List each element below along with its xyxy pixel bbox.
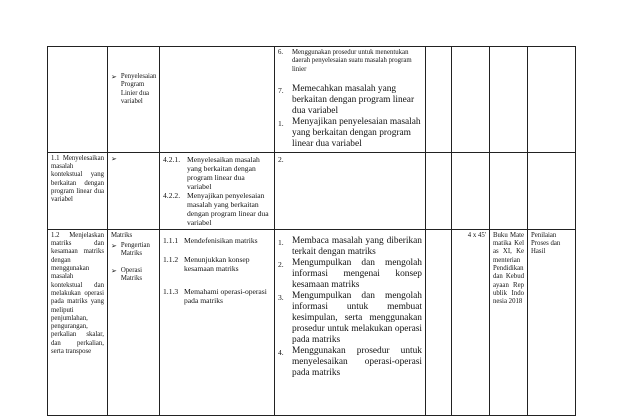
- kegiatan-item: Menggunakan prosedur untuk menentukan daerah penyelesaian suatu masalah program linier: [292, 49, 412, 73]
- cell-kegiatan: 2.: [275, 152, 426, 229]
- item-number: 1.: [278, 118, 284, 128]
- arrow-bullet-icon: ➢: [111, 154, 117, 163]
- cell-penilaian: [528, 152, 576, 229]
- cell-materi: [108, 47, 160, 153]
- item-number: 4.2.1.: [163, 154, 181, 164]
- cell-materi: [108, 229, 160, 415]
- cell-sumber: [490, 152, 528, 229]
- cell-empty: [426, 152, 452, 229]
- item-number: 1.1.1: [163, 235, 179, 245]
- cell-waktu: [452, 152, 490, 229]
- materi-item: Penyelesaian Program Linier dua variabel: [120, 73, 157, 105]
- item-number: 1.1.2: [163, 254, 179, 264]
- item-number: 4.2.2.: [163, 190, 181, 200]
- arrow-bullet-icon: ➢: [111, 242, 117, 251]
- item-number: 7.: [278, 85, 284, 95]
- kegiatan-item: Mengumpulkan dan mengolah informasi mengenai konsep kesamaan matriks: [292, 257, 422, 290]
- cell-kompetensi: 1.1 Menyelesaikan masalah kontekstual yang berkaitan dengan program linear dua variabel: [48, 152, 108, 229]
- item-number: 1.: [278, 237, 284, 247]
- item-number: 6.: [278, 49, 284, 56]
- cell-kegiatan: [275, 229, 426, 415]
- materi-item: Operasi Matriks: [120, 266, 143, 283]
- item-number: 1.1.3: [163, 286, 179, 296]
- cell-empty: [426, 47, 452, 153]
- cell-indikator: [160, 47, 275, 153]
- indikator-item: Menunjukkan konsep kesamaan matriks: [184, 254, 250, 273]
- cell-indikator: [160, 229, 275, 415]
- kegiatan-item: Mengumpulkan dan mengolah informasi untuk membuat kesimpulan, serta menggunakan prosedur untuk melakukan operasi pada matriks: [292, 290, 422, 345]
- table-row: [48, 47, 576, 153]
- cell-kegiatan: [275, 47, 426, 153]
- lesson-plan-table: [47, 46, 576, 416]
- cell-materi: [108, 152, 160, 229]
- kegiatan-item: Memecahkan masalah yang berkaitan dengan program linear dua variabel: [292, 83, 415, 116]
- kegiatan-item: Membaca masalah yang diberikan terkait dengan matriks: [292, 235, 422, 257]
- arrow-bullet-icon: ➢: [111, 73, 117, 81]
- cell-kompetensi: 1.2 Menjelaskan matriks dan kesamaan matriks dengan menggunakan masalah kontekstual dan melakukan operasi pada matriks yang meliputi penjumlahan, pengurangan, perkalian skalar, dan perkalian, serta transpose: [48, 229, 108, 415]
- cell-waktu: 4 x 45': [452, 229, 490, 415]
- cell-sumber: [490, 47, 528, 153]
- indikator-item: Mendefenisikan matriks: [184, 235, 258, 245]
- materi-title: Matriks: [111, 231, 133, 239]
- item-number: 3.: [278, 292, 284, 302]
- table-row: [48, 229, 576, 415]
- item-number: 4.: [278, 347, 284, 357]
- table-row: [48, 152, 576, 229]
- materi-item: Pengertian Matriks: [120, 242, 150, 258]
- cell-penilaian: Penilaian Proses dan Hasil: [528, 229, 576, 415]
- cell-indikator: [160, 152, 275, 229]
- indikator-item: Menyajikan penyelesaian masalah yang berkaitan dengan program linear dua variabel: [187, 190, 269, 227]
- cell-empty: [426, 229, 452, 415]
- indikator-item: Memahami operasi-operasi pada matriks: [184, 286, 267, 305]
- indikator-item: Menyelesaikan masalah yang berkaitan dengan program linear dua variabel: [187, 154, 260, 191]
- kegiatan-item: Menyajikan penyelesaian masalah yang berkaitan dengan program linear dua variabel: [292, 116, 421, 149]
- kegiatan-item: Menggunakan prosedur untuk menyelesaikan operasi-operasi pada matriks: [292, 345, 422, 378]
- cell-waktu: [452, 47, 490, 153]
- cell-kompetensi: [48, 47, 108, 153]
- cell-sumber: Buku Matematika Kelas XI, Kementerian Pendidikan dan Kebudayaan Republik Indonesia 2018: [490, 229, 528, 415]
- item-number: 2.: [278, 259, 284, 269]
- cell-penilaian: [528, 47, 576, 153]
- arrow-bullet-icon: ➢: [111, 266, 117, 275]
